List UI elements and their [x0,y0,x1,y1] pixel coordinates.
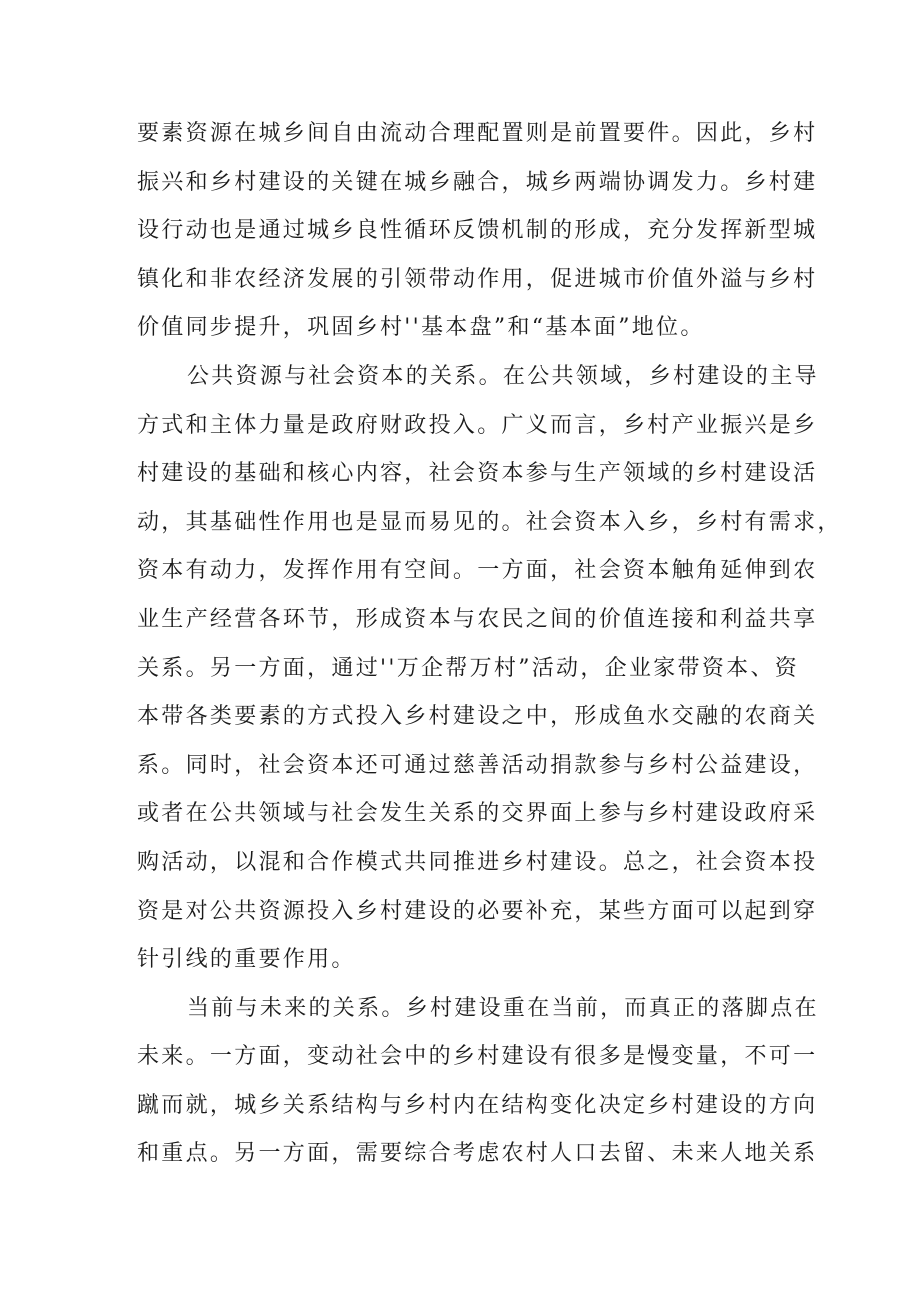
paragraph-public-resources-social-capital [137,353,842,985]
text-line: 设行动也是通过城乡良性循环反馈机制的形成，充分发挥新型城 [137,218,818,244]
text-line: 购活动，以混和合作模式共同推进乡村建设。总之，社会资本投 [137,849,818,875]
text-line: 针引线的重要作用。 [137,947,356,973]
text-line: 动，其基础性作用也是显而易见的。社会资本入乡，乡村有需求， [137,509,842,535]
text-line: 关系。另一方面，通过''万企帮万村”活动，企业家带资本、资 [137,655,800,681]
text-line: 蹴而就，城乡关系结构与乡村内在结构变化决定乡村建设的方向 [137,1092,818,1118]
text-line: 和重点。另一方面，需要综合考虑农村人口去留、未来人地关系 [137,1141,818,1167]
text-line: 资是对公共资源投入乡村建设的必要补充，某些方面可以起到穿 [137,898,818,924]
text-line: 业生产经营各环节，形成资本与农民之间的价值连接和利益共享 [137,606,818,632]
document-body [137,110,842,1179]
text-line: 要素资源在城乡间自由流动合理配置则是前置要件。因此，乡村 [137,121,818,146]
text-line: 公共资源与社会资本的关系。在公共领域，乡村建设的主导 [187,363,819,389]
text-line: 村建设的基础和核心内容，社会资本参与生产领域的乡村建设活 [137,461,818,487]
text-line: 未来。一方面，变动社会中的乡村建设有很多是慢变量，不可一 [137,1044,818,1070]
text-line: 资本有动力，发挥作用有空间。一方面，社会资本触角延伸到农 [137,558,818,584]
text-line: 当前与未来的关系。乡村建设重在当前，而真正的落脚点在 [187,995,819,1021]
text-line: 或者在公共领域与社会发生关系的交界面上参与乡村建设政府采 [137,801,818,827]
text-line: 系。同时，社会资本还可通过慈善活动捐款参与乡村公益建设， [137,752,818,778]
text-line: 振兴和乡村建设的关键在城乡融合，城乡两端协调发力。乡村建 [137,169,818,195]
text-line: 本带各类要素的方式投入乡村建设之中，形成鱼水交融的农商关 [137,704,818,730]
paragraph-present-and-future [137,985,819,1179]
text-line: 价值同步提升，巩固乡村''基本盘”和“基本面”地位。 [137,315,705,341]
paragraph-urban-rural-integration [137,110,818,353]
text-line: 方式和主体力量是政府财政投入。广义而言，乡村产业振兴是乡 [137,412,818,438]
text-line: 镇化和非农经济发展的引领带动作用，促进城市价值外溢与乡村 [137,266,818,292]
